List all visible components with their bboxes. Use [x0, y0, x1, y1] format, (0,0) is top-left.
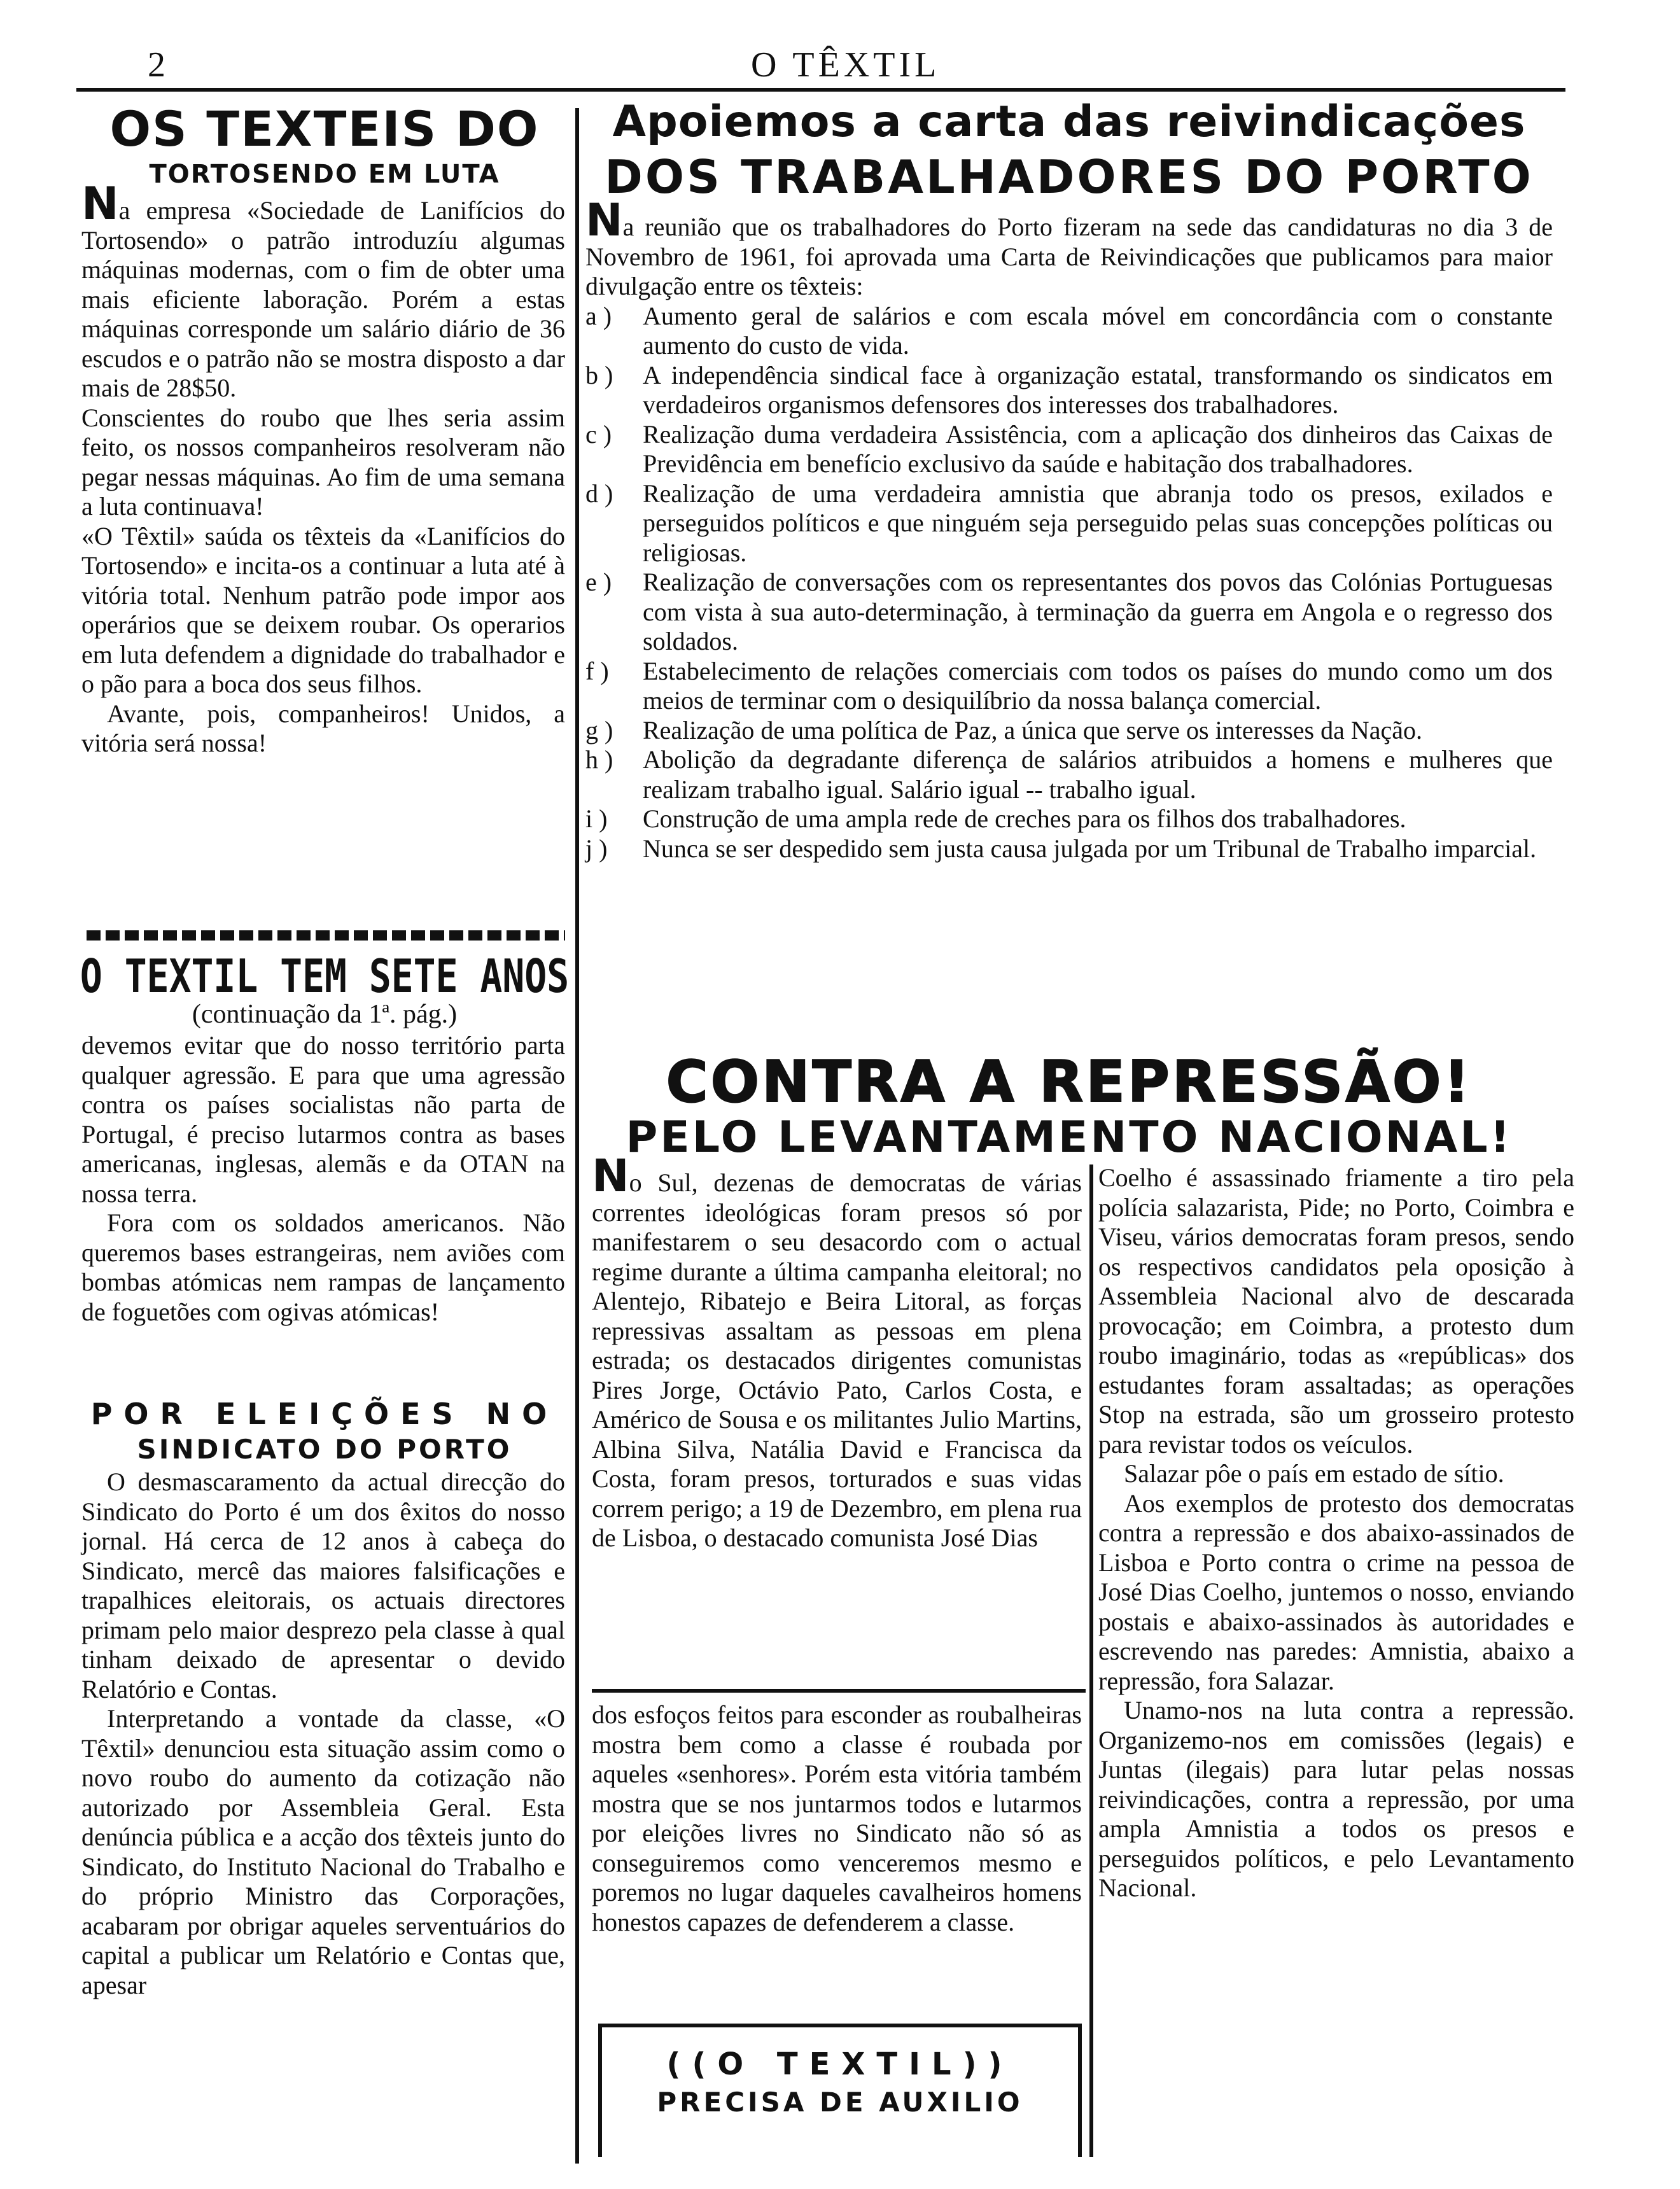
article3-para2: Interpretando a vontade da classe, «O Têxtil» denunciou esta situação assim como o novo roubo do aumento da cotização não autorizado por Assembleia Geral. Esta denúncia pública e a acção dos têxteis junto do Sindicato, do Instituto Nacional do Trabalho e do próprio Ministro das Corporações, acabaram por obrigar aqueles serventuários do capital a publicar um Relatório e Contas que, apesar: [81, 1704, 565, 1999]
article5-col2: [1098, 1163, 1574, 1903]
article1-body: [81, 178, 565, 759]
column-rule-right: [1089, 1164, 1093, 2157]
callout-line1: ((O TEXTIL)): [666, 2046, 1014, 2082]
drop-cap: N: [585, 194, 623, 246]
list-item: b ) A independência sindical face à organização estatal, transformando os sindicatos em verdadeiros organismos defensores dos interesses dos trabalhadores.: [585, 360, 1553, 419]
article1-headline: OS TEXTEIS DO: [109, 101, 540, 157]
article1-para3: «O Têxtil» saúda os têxteis da «Lanifícios do Tortosendo» e incita-os a continuar a luta até à vitória total. Nenhum patrão pode impor aos operários que se deixem roubar. Os operarios em luta defendem a dignidade do trabalhador e o pão para a boca dos seus filhos.: [81, 521, 565, 698]
list-item: h ) Abolição da degradante diferença de salários atribuidos a homens e mulheres que realizam trabalho igual. Salário igual -- trabalho igual.: [585, 745, 1553, 804]
drop-cap: N: [592, 1150, 629, 1202]
article5-headline1: CONTRA A REPRESSÃO!: [666, 1049, 1473, 1115]
article5-col2-para1: Coelho é assassinado friamente a tiro pela polícia salazarista, Pide; no Porto, Coimbra e Viseu, vários democratas foram presos, sendo os respectivos candidatos pela oposição à Assembleia Nacional alvo de descarada provocação; em Coimbra, a protesto dum roubo imaginário, todas as «repúblicas» dos estudantes foram assaltadas; as operações Stop na estrada, são um grosseiro protesto para revistar todos os veículos.: [1098, 1163, 1574, 1458]
article2-para1: devemos evitar que do nosso território parta qualquer agressão. E para que uma agressão contra os países socialistas não parta de Portugal, é preciso lutarmos contra as bases americanas, inglesas, alemãs e da OTAN na nossa terra.: [81, 1031, 565, 1208]
article1-para2: Conscientes do roubo que lhes seria assim feito, os nossos companheiros resolveram não pegar nessas máquinas. Ao fim de uma semana a luta continuava!: [81, 403, 565, 521]
article3-continued-text: dos esfoços feitos para esconder as roubalheiras mostra bem como a classe é roubada por aqueles «senhores». Porém esta vitória também mostra que se nos juntarmos todos e lutarmos por eleições livres no Sindicato não só as conseguiremos como venceremos mesmo e poremos no lugar daqueles cavalheiros homens honestos capazes de defenderem a classe.: [592, 1700, 1082, 1936]
article4-intro: a reunião que os trabalhadores do Porto fizeram na sede das candidaturas no dia 3 de Novembro de 1961, foi aprovada uma Carta de Reivindicações que publicamos para maior divulgação entre os têxteis:: [585, 213, 1553, 300]
article4-headline1: Apoiemos a carta das reivindicações: [612, 97, 1526, 147]
article4-body: [585, 194, 1553, 864]
list-item: d ) Realização de uma verdadeira amnistia que abranja todo os presos, exilados e perseguidos políticos e que ninguém seja perseguido pelas suas concepções políticas ou religiosas.: [585, 479, 1553, 567]
ornamental-divider: [87, 930, 565, 941]
column-break-rule: [592, 1689, 1086, 1693]
article1-para1: a empresa «Sociedade de Lanifícios do Tortosendo» o patrão introduzíu algumas máquinas modernas, com o fim de obter uma mais eficiente laboração. Porém a estas máquinas corresponde um salário diário de 36 escudos e o patrão não se mostra disposto a dar mais de 28$50.: [81, 196, 565, 402]
article3-para1: O desmascaramento da actual direcção do Sindicato do Porto é um dos êxitos do nosso jornal. Há cerca de 12 anos à cabeça do Sindicato, mercê das maiores falsificações e trapalhices eleitorais, os actuais directores primam pelo maior desprezo pela classe à qual tinham deixado de apresentar o devido Relatório e Contas.: [81, 1467, 565, 1703]
article5-col1-text: o Sul, dezenas de democratas de várias correntes ideológicas foram presos só por manifestarem o seu desacordo com o actual regime durante a última campanha eleitoral; no Alentejo, Ribatejo e Beira Litoral, as forças repressivas assaltam as pessoas em plena estrada; os destacados dirigentes comunistas Pires Jorge, Octávio Pato, Carlos Costa, e Américo de Sousa e os militantes Julio Martins, Albina Silva, Natália David e Francisca da Costa, foram presos, torturados e suas vidas correm perigo; a 19 de Dezembro, em plena rua de Lisboa, o destacado comunista José Dias: [592, 1168, 1082, 1552]
callout-line2: PRECISA DE AUXILIO: [657, 2087, 1023, 2118]
article3-subheadline: SINDICATO DO PORTO: [137, 1434, 512, 1465]
list-item: g ) Realização de uma política de Paz, a única que serve os interesses da Nação.: [585, 715, 1423, 745]
list-item: e ) Realização de conversações com os representantes dos povos das Colónias Portuguesas com vista à sua auto-determinação, à terminação da guerra em Angola e o regresso dos soldados.: [585, 568, 1553, 655]
article4-headline2: DOS TRABALHADORES DO PORTO: [605, 150, 1534, 204]
article2-headline: O TEXTIL TEM SETE ANOS: [80, 949, 570, 1004]
page-number: 2: [148, 45, 165, 85]
article5-col2-para3: Aos exemplos de protesto dos democratas contra a repressão e dos abaixo-assinados de Lisboa e Porto contra o crime na pessoa de José Dias Coelho, juntemos o nosso, enviando postais e abaixo-assinados às autoridades e escrevendo nas paredes: Amnistia, abaixo a repressão, fora Salazar.: [1098, 1488, 1574, 1695]
article1-para4: Avante, pois, companheiros! Unidos, a vitória será nossa!: [81, 699, 565, 757]
article5-col1: [592, 1150, 1082, 1553]
list-item: c ) Realização duma verdadeira Assistência, com a aplicação dos dinheiros das Caixas de Previdência em benefício exclusivo da saúde e habitação dos trabalhadores.: [585, 419, 1553, 478]
drop-cap: N: [81, 178, 119, 230]
list-item: i ) Construção de uma ampla rede de creches para os filhos dos trabalhadores.: [585, 804, 1406, 833]
column-rule-left: [575, 108, 579, 2164]
article2-continuation: (continuação da 1ª. pág.): [192, 1000, 458, 1029]
list-item: a ) Aumento geral de salários e com escala móvel em concordância com o constante aumento do custo de vida.: [585, 301, 1553, 360]
article5-col2-para2: Salazar pôe o país em estado de sítio.: [1124, 1459, 1504, 1488]
callout-box: [598, 2024, 1082, 2157]
article3-body: [81, 1467, 565, 2000]
article1-subheadline: TORTOSENDO EM LUTA: [149, 160, 500, 189]
article5-headline2: PELO LEVANTAMENTO NACIONAL!: [626, 1112, 1513, 1163]
list-item: f ) Estabelecimento de relações comerciais com todos os países do mundo como um dos meios de terminar com o desiquilíbrio da nossa balança comercial.: [585, 656, 1553, 715]
list-item: j ) Nunca se ser despedido sem justa causa julgada por um Tribunal de Trabalho imparcial.: [585, 834, 1537, 863]
demands-list: [585, 302, 1553, 864]
article2-body: [81, 1031, 565, 1327]
article5-col2-para4: Unamo-nos na luta contra a repressão. Organizemo-nos em comissões (legais) e Juntas (ilegais) para lutar pelas nossas reivindicações, contra a repressão, por uma ampla Amnistia a todos os presos e perseguidos políticos, e pelo Levantamento Nacional.: [1098, 1696, 1574, 1902]
article3-headline: POR ELEIÇÕES NO: [90, 1397, 559, 1431]
paper-title: O TÊXTIL: [751, 45, 941, 85]
article3-continued: [592, 1700, 1082, 1937]
article2-para2: Fora com os soldados americanos. Não queremos bases estrangeiras, nem aviões com bombas atómicas nem rampas de lançamento de foguetões com ogivas atómicas!: [81, 1208, 565, 1326]
header-rule: [76, 88, 1565, 92]
